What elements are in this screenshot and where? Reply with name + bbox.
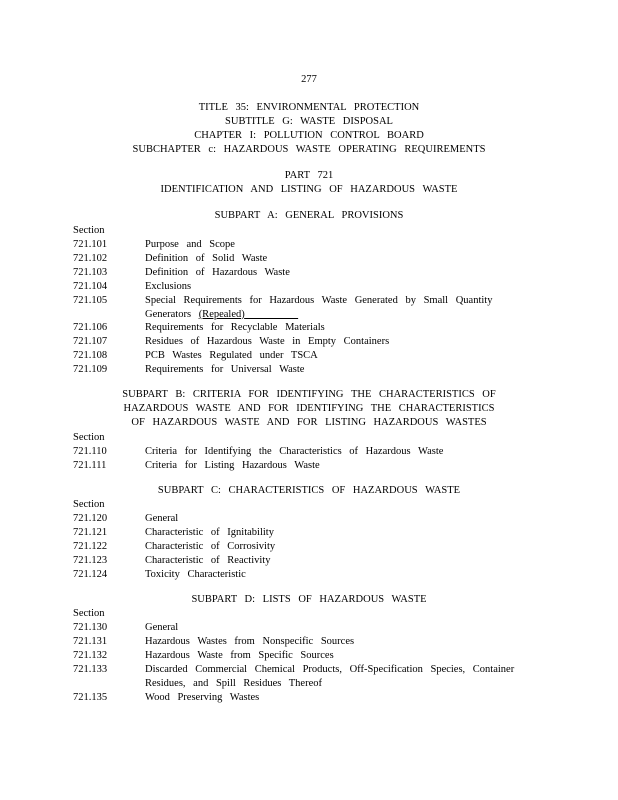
section-number: 721.102 — [73, 253, 108, 264]
section-number: 721.109 — [73, 364, 108, 375]
section-number: 721.124 — [73, 569, 108, 580]
subtitle-line: SUBTITLE G: WASTE DISPOSAL — [225, 116, 393, 127]
section-number: 721.135 — [73, 692, 108, 703]
section-label: Section — [73, 608, 105, 619]
subpart-b-heading-line-1: SUBPART B: CRITERIA FOR IDENTIFYING THE CHARACTERISTICS OF — [122, 389, 496, 400]
section-title-continued: Residues, and Spill Residues Thereof — [145, 678, 322, 689]
section-title-continued — [145, 308, 298, 321]
section-title: Residues of Hazardous Waste in Empty Containers — [145, 336, 390, 347]
section-number: 721.103 — [73, 267, 108, 278]
section-number: 721.108 — [73, 350, 108, 361]
repealed-note: (Repealed) — [198, 309, 245, 320]
subpart-c-heading: SUBPART C: CHARACTERISTICS OF HAZARDOUS WASTE — [157, 485, 461, 496]
section-title: PCB Wastes Regulated under TSCA — [145, 350, 318, 361]
section-title: Discarded Commercial Chemical Products, Off-Specification Species, Container — [145, 664, 515, 675]
section-label: Section — [73, 432, 105, 443]
part-line: PART 721 — [284, 170, 334, 181]
section-number: 721.130 — [73, 622, 108, 633]
section-title: General — [145, 622, 179, 633]
chapter-line: CHAPTER I: POLLUTION CONTROL BOARD — [194, 130, 424, 141]
section-title: Definition of Hazardous Waste — [145, 267, 290, 278]
section-title: Wood Preserving Wastes — [145, 692, 260, 703]
section-title: Special Requirements for Hazardous Waste Generated by Small Quantity — [145, 295, 493, 306]
section-label: Section — [73, 225, 105, 236]
section-title: Characteristic of Reactivity — [145, 555, 271, 566]
section-title: Hazardous Wastes from Nonspecific Sources — [145, 636, 355, 647]
section-title: Definition of Solid Waste — [145, 253, 268, 264]
subpart-a-heading: SUBPART A: GENERAL PROVISIONS — [214, 210, 404, 221]
section-title: Requirements for Universal Waste — [145, 364, 305, 375]
section-title: Purpose and Scope — [145, 239, 235, 250]
section-title-text: Generators — [145, 309, 192, 320]
section-title: Characteristic of Corrosivity — [145, 541, 276, 552]
subpart-b-heading-line-2: HAZARDOUS WASTE AND FOR IDENTIFYING THE CHARACTERISTICS — [123, 403, 495, 414]
section-title: Requirements for Recyclable Materials — [145, 322, 325, 333]
page-number: 277 — [301, 74, 317, 85]
section-number: 721.110 — [73, 446, 107, 457]
section-title: Exclusions — [145, 281, 192, 292]
section-number: 721.104 — [73, 281, 108, 292]
section-number: 721.131 — [73, 636, 108, 647]
section-number: 721.132 — [73, 650, 108, 661]
section-number: 721.101 — [73, 239, 108, 250]
section-title: Hazardous Waste from Specific Sources — [145, 650, 334, 661]
section-label: Section — [73, 499, 105, 510]
section-number: 721.106 — [73, 322, 108, 333]
section-title: Criteria for Listing Hazardous Waste — [145, 460, 320, 471]
section-number: 721.107 — [73, 336, 108, 347]
section-title: Criteria for Identifying the Characteristics of Hazardous Waste — [145, 446, 444, 457]
subpart-b-heading-line-3: OF HAZARDOUS WASTE AND FOR LISTING HAZARDOUS WASTES — [131, 417, 487, 428]
section-number: 721.105 — [73, 295, 108, 306]
part-title: IDENTIFICATION AND LISTING OF HAZARDOUS WASTE — [160, 184, 458, 195]
subchapter-line: SUBCHAPTER c: HAZARDOUS WASTE OPERATING REQUIREMENTS — [132, 144, 486, 155]
section-number: 721.133 — [73, 664, 108, 675]
section-number: 721.120 — [73, 513, 108, 524]
section-title: Characteristic of Ignitability — [145, 527, 274, 538]
section-number: 721.123 — [73, 555, 108, 566]
title-line: TITLE 35: ENVIRONMENTAL PROTECTION — [198, 102, 420, 113]
section-number: 721.122 — [73, 541, 108, 552]
section-number: 721.121 — [73, 527, 108, 538]
subpart-d-heading: SUBPART D: LISTS OF HAZARDOUS WASTE — [191, 594, 427, 605]
section-number: 721.111 — [73, 460, 107, 471]
section-title: General — [145, 513, 179, 524]
section-title: Toxicity Characteristic — [145, 569, 246, 580]
